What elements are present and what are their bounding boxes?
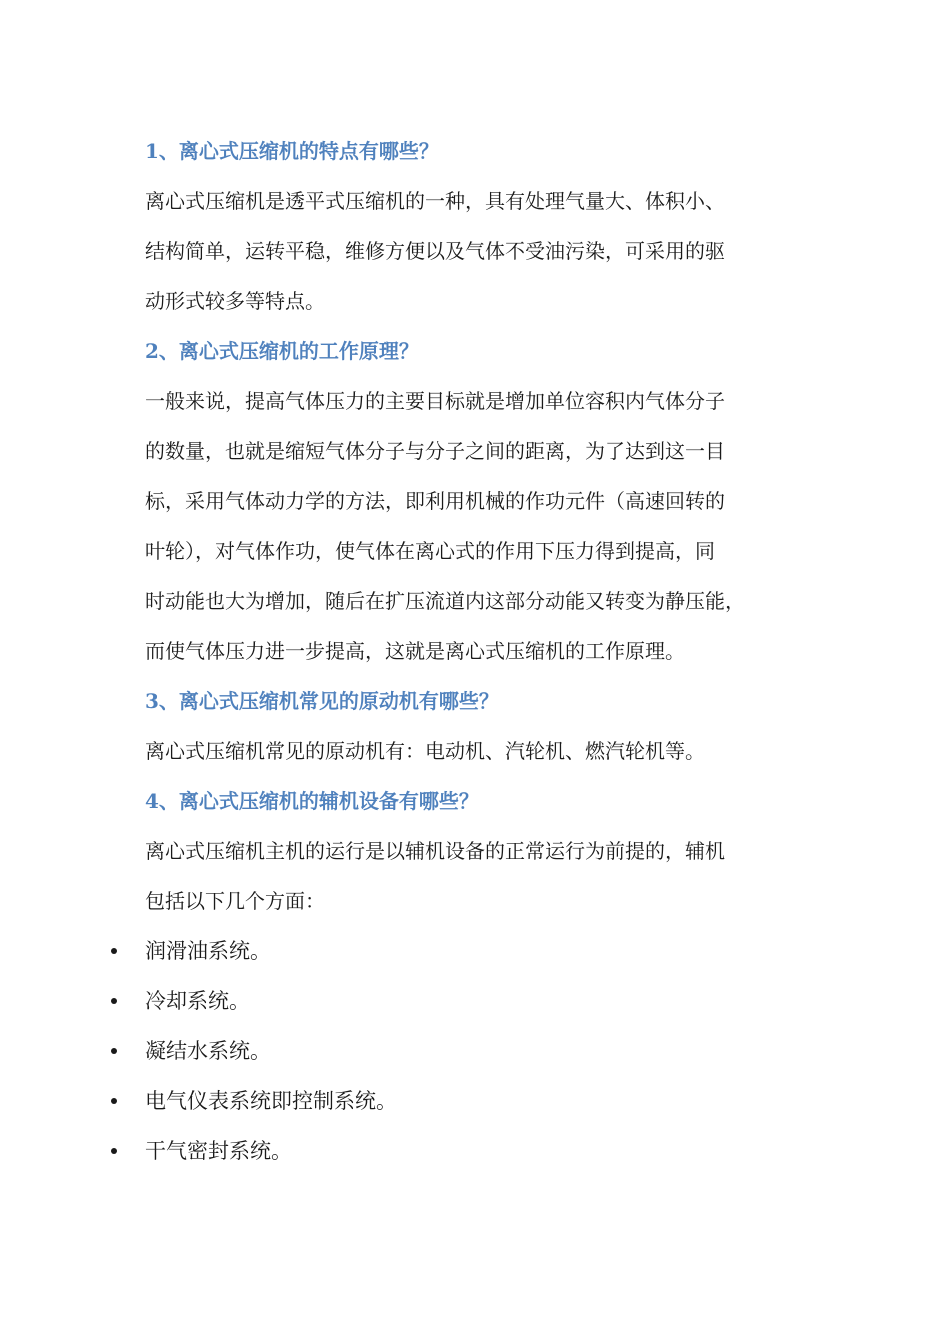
paragraph-line: 离心式压缩机常见的原动机有：电动机、汽轮机、燃汽轮机等。 bbox=[145, 739, 705, 763]
heading-4: 4、离心式压缩机的辅机设备有哪些？ bbox=[145, 789, 479, 813]
paragraph-line: 结构简单，运转平稳，维修方便以及气体不受油污染，可采用的驱 bbox=[145, 239, 725, 263]
bullet-icon bbox=[111, 1048, 117, 1054]
bullet-icon bbox=[111, 998, 117, 1004]
paragraph-line: 时动能也大为增加，随后在扩压流道内这部分动能又转变为静压能， bbox=[145, 589, 745, 613]
list-item bbox=[145, 926, 815, 976]
list-item-text: 电气仪表系统即控制系统。 bbox=[145, 1089, 397, 1113]
paragraph-1 bbox=[145, 176, 815, 326]
document-body bbox=[145, 126, 815, 1176]
heading-2: 2、离心式压缩机的工作原理？ bbox=[145, 339, 419, 363]
paragraph-3 bbox=[145, 726, 815, 776]
list-item bbox=[145, 1076, 815, 1126]
list-item bbox=[145, 1126, 815, 1176]
bullet-icon bbox=[111, 1148, 117, 1154]
paragraph-line: 动形式较多等特点。 bbox=[145, 289, 325, 313]
paragraph-line: 标，采用气体动力学的方法，即利用机械的作功元件（高速回转的 bbox=[145, 489, 725, 513]
paragraph-line: 离心式压缩机主机的运行是以辅机设备的正常运行为前提的，辅机 bbox=[145, 839, 725, 863]
bullet-icon bbox=[111, 1098, 117, 1104]
bullet-icon bbox=[111, 948, 117, 954]
list-item-text: 冷却系统。 bbox=[145, 989, 250, 1013]
paragraph-line: 离心式压缩机是透平式压缩机的一种，具有处理气量大、体积小、 bbox=[145, 189, 725, 213]
paragraph-line: 的数量，也就是缩短气体分子与分子之间的距离，为了达到这一目 bbox=[145, 439, 725, 463]
paragraph-line: 而使气体压力进一步提高，这就是离心式压缩机的工作原理。 bbox=[145, 639, 685, 663]
paragraph-line: 一般来说，提高气体压力的主要目标就是增加单位容积内气体分子 bbox=[145, 389, 725, 413]
list-item-text: 凝结水系统。 bbox=[145, 1039, 271, 1063]
list-item bbox=[145, 1026, 815, 1076]
list-item bbox=[145, 976, 815, 1026]
heading-1: 1、离心式压缩机的特点有哪些？ bbox=[145, 139, 439, 163]
paragraph-2 bbox=[145, 376, 815, 676]
paragraph-4 bbox=[145, 826, 815, 926]
paragraph-line: 叶轮），对气体作功，使气体在离心式的作用下压力得到提高，同 bbox=[145, 539, 715, 563]
paragraph-line: 包括以下几个方面： bbox=[145, 889, 325, 913]
list-item-text: 干气密封系统。 bbox=[145, 1139, 292, 1163]
list-item-text: 润滑油系统。 bbox=[145, 939, 271, 963]
heading-3: 3、离心式压缩机常见的原动机有哪些？ bbox=[145, 689, 499, 713]
auxiliary-systems-list bbox=[145, 926, 815, 1176]
